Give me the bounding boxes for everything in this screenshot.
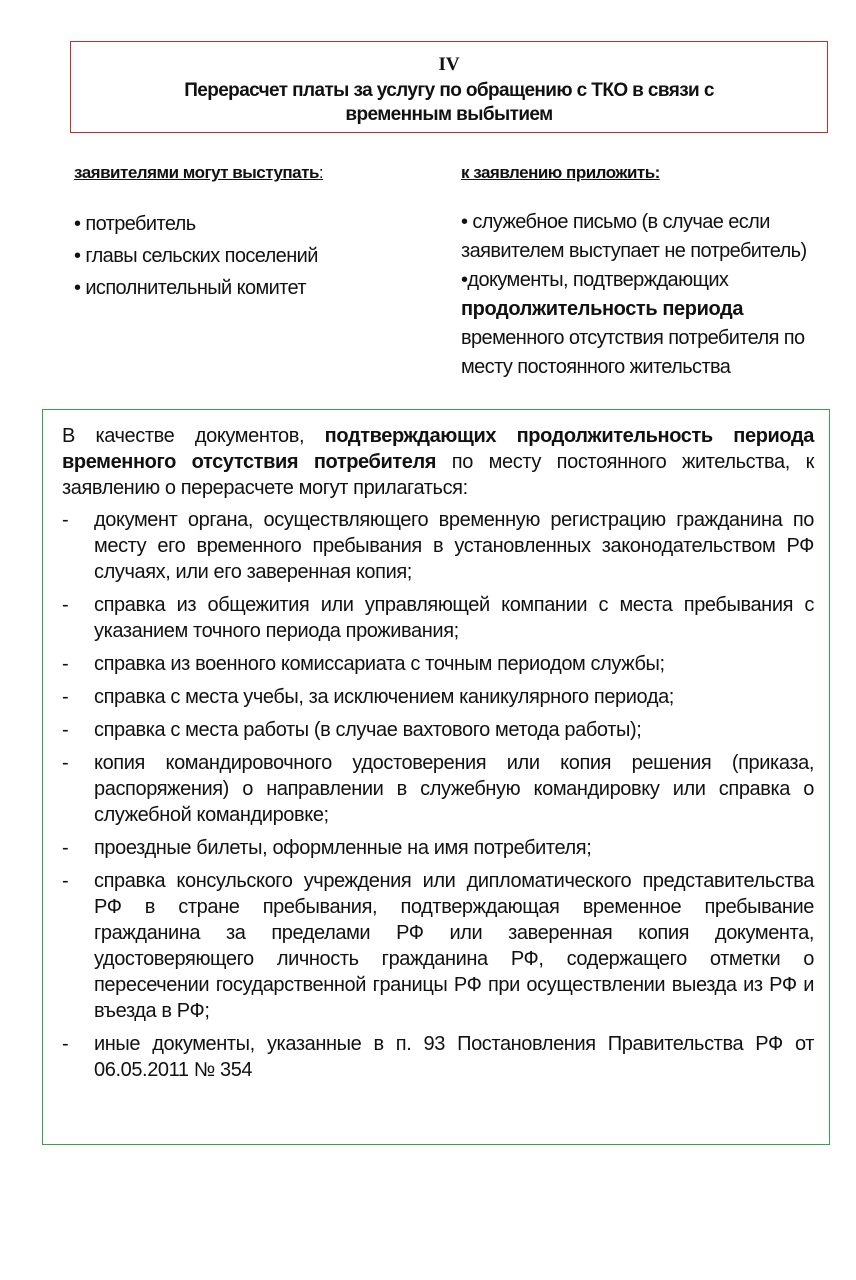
applicant-item-executive-committee: • исполнительный комитет <box>74 277 306 299</box>
list-dash: - <box>62 509 69 531</box>
list-dash: - <box>62 594 69 616</box>
list-dash: - <box>62 752 69 774</box>
documents-box <box>42 409 830 1145</box>
document-item: - документ органа, осуществляющего временную регистрацию гражданина по месту его временного пребывания в установленных законодательством РФ случаях, или его заверенная копия; <box>62 509 814 583</box>
list-dash: - <box>62 1033 69 1055</box>
applicant-item-village-heads: • главы сельских поселений <box>74 245 318 267</box>
attachment-item-supporting-docs: •документы, подтверждающих продолжительность периода временного отсутствия потребителя по месту постоянного жительства <box>461 269 805 378</box>
list-dash: - <box>62 837 69 859</box>
attachments-list <box>461 208 833 382</box>
applicant-item-consumer: • потребитель <box>74 213 196 235</box>
documents-intro-emphasis: подтверждающих продолжительность периода временного отсутствия потребителя <box>62 425 814 473</box>
document-item: - справка с места учебы, за исключением каникулярного периода; <box>62 686 674 708</box>
document-item: - копия командировочного удостоверения или копия решения (приказа, распоряжения) о направлении в служебную командировку или справка о служебной командировке; <box>62 752 814 826</box>
document-item: - справка из военного комиссариата с точным периодом службы; <box>62 653 665 675</box>
list-dash: - <box>62 653 69 675</box>
document-item: - иные документы, указанные в п. 93 Постановления Правительства РФ от 06.05.2011 № 354 <box>62 1033 814 1081</box>
document-item: - справка из общежития или управляющей компании с места пребывания с указанием точного периода проживания; <box>62 594 814 642</box>
documents-content <box>62 423 814 1090</box>
applicants-heading: заявителями могут выступать: <box>74 163 324 182</box>
document-item: - проездные билеты, оформленные на имя потребителя; <box>62 837 592 859</box>
list-dash: - <box>62 719 69 741</box>
attachment-item-emphasis: продолжительность периода <box>461 298 744 320</box>
list-dash: - <box>62 686 69 708</box>
section-title: Перерасчет платы за услугу по обращению с ТКО в связи с временным выбытием <box>184 80 714 125</box>
section-title-box <box>70 41 828 133</box>
applicants-list <box>74 208 318 304</box>
documents-intro: В качестве документов, подтверждающих продолжительность периода временного отсутствия потребителя по месту постоянного жительства, к заявлению о перерасчете могут прилагаться: <box>62 425 814 499</box>
attachment-item-official-letter: • служебное письмо (в случае если заявителем выступает не потребитель) <box>461 211 807 262</box>
section-number: IV <box>438 54 460 75</box>
attachments-heading: к заявлению приложить: <box>461 163 660 182</box>
list-dash: - <box>62 870 69 892</box>
document-item: - справка консульского учреждения или дипломатического представительства РФ в стране пребывания, подтверждающая временное пребывание гражданина за пределами РФ или заверенная копия документа, удостоверяющего личность гражданина РФ, содержащего отметки о пересечении государственной границы РФ при осуществлении выезда из РФ и въезда в РФ; <box>62 870 814 1022</box>
document-item: - справка с места работы (в случае вахтового метода работы); <box>62 719 642 741</box>
